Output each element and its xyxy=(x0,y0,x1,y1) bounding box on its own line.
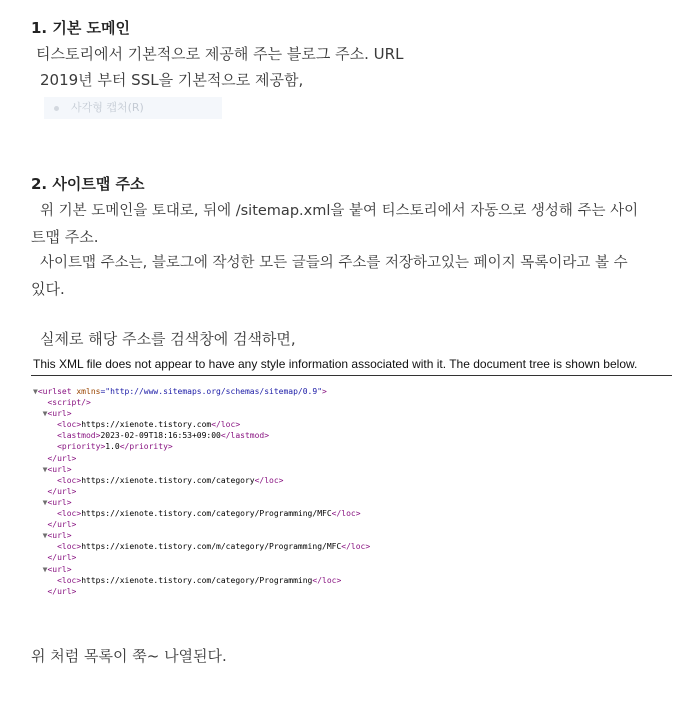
section1-line2: 2019년 부터 SSL을 기본적으로 제공함, xyxy=(40,71,304,89)
capture-label: 사각형 캡처(R) xyxy=(71,101,144,114)
xml-url-close: </url> xyxy=(47,586,77,596)
xml-url-open: ▼<url> xyxy=(42,409,72,419)
collapse-triangle-icon[interactable]: ▼ xyxy=(42,564,48,574)
xml-notice-divider xyxy=(31,375,672,376)
xml-url-close: </url> xyxy=(47,520,77,530)
search-instruction: 실제로 해당 주소를 검색창에 검색하면, xyxy=(40,330,296,348)
section2-heading: 2. 사이트맵 주소 xyxy=(31,175,145,193)
xml-tree xyxy=(33,386,370,597)
section2-para1-line1: 위 기본 도메인을 토대로, 뒤에 /sitemap.xml을 붙여 티스토리에서 자동으로 생성해 주는 사이 xyxy=(40,203,639,219)
section2-para2-line2: 있다. xyxy=(31,280,65,298)
section2-para2-line1: 사이트맵 주소는, 블로그에 작성한 모든 글들의 주소를 저장하고있는 페이지 목록이라고 볼 수 xyxy=(40,255,628,271)
footer-line: 위 처럼 목록이 쭉~ 나열된다. xyxy=(31,647,227,665)
xml-url-close: </url> xyxy=(47,553,77,563)
collapse-triangle-icon[interactable]: ▼ xyxy=(42,409,48,419)
collapse-triangle-icon[interactable]: ▼ xyxy=(33,387,38,396)
collapse-triangle-icon[interactable]: ▼ xyxy=(42,497,48,507)
section1-heading: 1. 기본 도메인 xyxy=(31,19,131,37)
collapse-triangle-icon[interactable]: ▼ xyxy=(42,531,48,541)
collapse-triangle-icon[interactable]: ▼ xyxy=(42,464,48,474)
xml-url-close: </url> xyxy=(47,453,77,463)
xml-loc-line: <loc>https://xienote.tistory.com</loc> xyxy=(57,420,241,430)
xml-loc-line: <loc>https://xienote.tistory.com/category/Programming/MFC</loc> xyxy=(57,509,361,519)
xml-loc-line: <loc>https://xienote.tistory.com/category/Programming</loc> xyxy=(57,575,342,585)
xml-url-close: </url> xyxy=(47,486,77,496)
xml-lastmod-line: <lastmod>2023-02-09T18:16:53+09:00</lastmod> xyxy=(57,431,270,441)
xml-url-open: ▼<url> xyxy=(42,564,72,574)
xml-loc-line: <loc>https://xienote.tistory.com/m/category/Programming/MFC</loc> xyxy=(57,542,371,552)
section1-line1: 티스토리에서 기본적으로 제공해 주는 블로그 주소. URL xyxy=(36,45,404,63)
xml-loc-line: <loc>https://xienote.tistory.com/category</loc> xyxy=(57,475,284,485)
xml-style-notice: This XML file does not appear to have any style information associated with it. The document tree is shown below. xyxy=(33,357,638,371)
xml-script-line: <script/> xyxy=(47,398,91,408)
xml-url-open: ▼<url> xyxy=(42,497,72,507)
xml-priority-line: <priority>1.0</priority> xyxy=(57,442,173,452)
xml-urlset-line: ▼<urlset xmlns="http://www.sitemaps.org/schemas/sitemap/0.9"> xyxy=(33,387,327,396)
bullet-icon xyxy=(54,106,59,111)
section2-para1-line2: 트맵 주소. xyxy=(31,228,99,246)
xml-url-open: ▼<url> xyxy=(42,531,72,541)
xml-url-open: ▼<url> xyxy=(42,464,72,474)
screen-capture-menu-item[interactable] xyxy=(44,97,222,119)
